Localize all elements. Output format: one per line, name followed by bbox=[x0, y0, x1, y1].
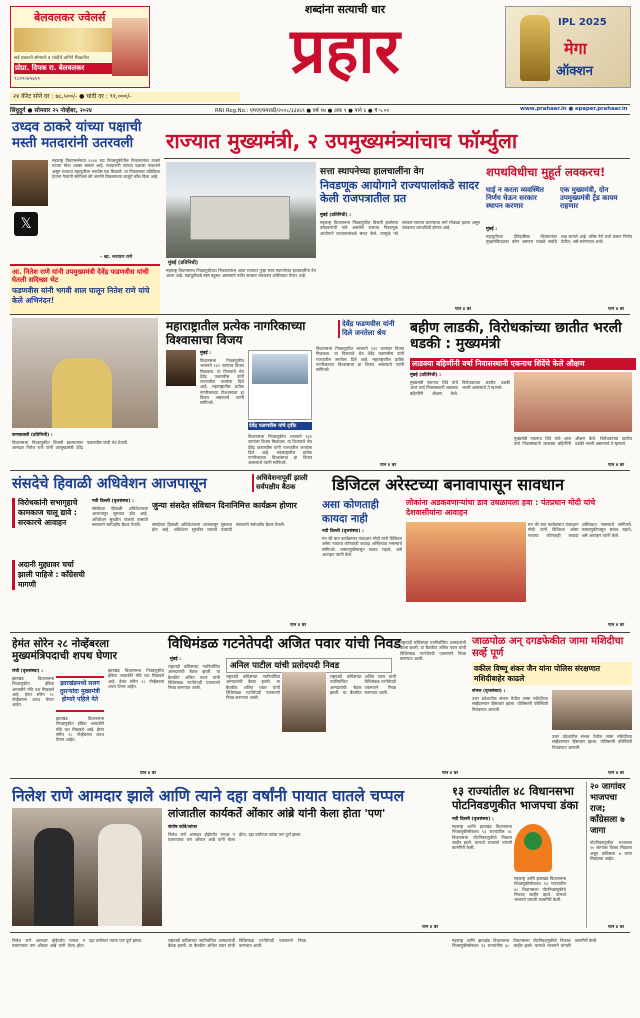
hemant-dateline: रांची (वृत्तसंस्था) : bbox=[12, 669, 44, 674]
ladki-dateline: मुंबई (प्रतिनिधी) : bbox=[410, 373, 442, 378]
shapath-headline: शपथविधीचा मुहूर्त लवकरच! bbox=[486, 165, 606, 179]
tweet-card bbox=[248, 350, 312, 420]
ladki-body: मुख्यमंत्री एकनाथ शिंदे यांचे आज वर्षा निवासस्थानी लाडक्या बहिणींनी औक्षण केले. विरोधकांच्या छातीत धडकी भरली असल्याचे ते म्हणाले. bbox=[410, 380, 510, 396]
sansad-kicker: अधिवेशनापूर्वी झाली सर्वपक्षीय बैठक bbox=[252, 474, 322, 492]
saffron-shawl bbox=[52, 358, 112, 428]
jalpol-headline: जाळपोळ अन् दगडफेकीत जामा मशिदीचा सर्व्हे पूर्ण bbox=[472, 636, 624, 659]
vishwas-body: विधानसभा निवडणुकीत भाजपने १३२ जागांवर विजय मिळवला. या विजयाचे श्रेय देवेंद्र फडणवीस यांनी राज्यातील जनतेला दिले आहे. महाराष्ट्रातील प्रत्येक नागरिकाच्या विश्वासाचा हा विजय असल्याचे त्यांनी सांगितले. bbox=[200, 358, 244, 406]
potnivad-body-2: महाराष्ट्र आणि झारखंड विधानसभा निवडणुकीसोबतच १३ राज्यांतील ४८ विधानसभा पोटनिवडणुकीचे निकाल जाहीर झाले. यामध्ये भाजपने चांगली कामगिरी केली. bbox=[514, 876, 566, 903]
digital-dateline: नवी दिल्ली (वृत्तसंस्था) : bbox=[322, 529, 364, 534]
vishwas-body-3: विधानसभा निवडणुकीत भाजपने १३२ जागांवर विजय मिळवला. या विजयाचे श्रेय देवेंद्र फडणवीस यांनी राज्यातील जनतेला दिले आहे. महाराष्ट्रातील प्रत्येक नागरिकाच्या विश्वासाचा हा विजय असल्याचे त्यांनी सांगितले. bbox=[316, 346, 404, 373]
ajit-more: पान ४ वर bbox=[442, 771, 459, 776]
thackeray-body: महाराष्ट्र विधानसभेच्या २०२४ च्या निवडणुकीतील निकालांनंतर ठाकरे गटाला मोठा धक्का बसला आहे. मतदारांनी त्यांच्या पक्षाला नाकारले असून राज्यात महायुतीला भरघोस यश मिळाले. या निकालावर प्रतिक्रिया देताना नेत्यांनी सांगितले की जनतेने विकासाच्या बाजूने कौल दिला आहे. bbox=[52, 158, 160, 179]
person-right bbox=[98, 824, 142, 926]
shapath-body: महायुतीच्या ऐतिहासिक विजयानंतर मुख्यमंत्रिपदावर कोण बसणार याकडे सर्वांचे लक्ष लागले आहे. वरिष्ठ नेते चर्चा करून निर्णय घेतील, असे सांगण्यात आले. bbox=[486, 234, 632, 245]
ladki-photo bbox=[514, 372, 632, 432]
ajit-body: राष्ट्रवादी काँग्रेसच्या नवनिर्वाचित आमदारांची बैठक झाली. या बैठकीत अजित पवार यांची विधिमंडळ गटनेतेपदी एकमताने निवड करण्यात आली. bbox=[168, 664, 220, 691]
sansad-more: पान ४ वर bbox=[290, 623, 307, 628]
ladki-more: पान ४ वर bbox=[608, 463, 625, 468]
sansad-bullet1-text: विरोधकांनी सभागृहाचे कामकाज चालू द्यावे : सरकारचे आवाहन bbox=[18, 498, 78, 527]
trophy-icon bbox=[520, 15, 550, 81]
potnivad-dateline: नवी दिल्ली (वृत्तसंस्था) : bbox=[452, 817, 494, 822]
date-line: सिंधुदुर्ग ● सोमवार २५ नोव्हेंबर, २०२४ bbox=[10, 108, 92, 114]
ajit-dateline: मुंबई : bbox=[170, 657, 182, 662]
sattha-dateline: मुंबई (प्रतिनिधी) : bbox=[320, 213, 352, 218]
sattha-headline: निवडणूक आयोगाने राज्यपालांकडे सादर केली राजपत्रातील प्रत bbox=[320, 179, 479, 205]
sansad-dateline: नवी दिल्ली (वृत्तसंस्था) : bbox=[92, 499, 134, 504]
vishwas-quote: देवेंद्र फडणवीस यांनी दिले जनतेला श्रेय bbox=[338, 320, 406, 338]
shapath-more: पान ४ वर bbox=[608, 307, 625, 312]
digital-photo bbox=[406, 522, 526, 602]
thackeray-headline: उध्दव ठाकरे यांच्या पक्षाची मस्ती मतदारांनी उतरवली bbox=[12, 119, 142, 151]
lotus-center bbox=[524, 832, 542, 850]
rates-bar bbox=[10, 92, 240, 102]
ajit-body-4: राष्ट्रवादी काँग्रेसच्या नवनिर्वाचित आमदारांची बैठक झाली. या बैठकीत अजित पवार यांची विधिमंडळ गटनेतेपदी एकमताने निवड करण्यात आली. bbox=[400, 640, 466, 661]
narayan-rane-photo bbox=[12, 160, 48, 206]
bottom-body-1: निलेश राणे आमदार होईपर्यंत चप्पल न घालण्याचा पण ओंकार आंब्रे यांनी केला होता. दहा वर्षांनंतर त्यांचा पण पूर्ण झाला. bbox=[12, 938, 143, 949]
nilesh-dateline: संतोष कोत्रे/लांजा bbox=[168, 825, 198, 830]
nilesh-headline: निलेश राणे आमदार झाले आणि त्याने दहा वर्षांनी पायात घातले चप्पल bbox=[12, 787, 405, 805]
ad-phone: ९८२२०४५६५९ bbox=[14, 76, 41, 82]
sattha-kicker: सत्ता स्थापनेच्या हालचालींना वेग bbox=[320, 167, 424, 177]
tweet-image bbox=[252, 354, 308, 384]
nilesh-body: निलेश राणे आमदार होईपर्यंत चप्पल न घालण्याचा पण ओंकार आंब्रे यांनी केला होता. दहा वर्षांनंतर त्यांचा पण पूर्ण झाला. bbox=[168, 832, 302, 843]
ad-shop-name: बेलवलकर ज्वेलर्स bbox=[34, 11, 106, 24]
section-rule-3 bbox=[10, 632, 630, 633]
congress-box bbox=[586, 782, 632, 928]
ad-model-photo bbox=[112, 18, 148, 76]
hemant-body-3: झारखंड विधानसभा निवडणुकीत इंडिया आघाडीने मोठे यश मिळवले आहे. हेमंत सोरेन २८ नोव्हेंबरला शपथ घेणार आहेत. bbox=[108, 668, 164, 689]
jalpol-body-2: उत्तर प्रदेशातील संभल येथील जामा मशिदीच्या सर्व्हेदरम्यान हिंसाचार झाला. पोलिसांनी परिस्थिती नियंत्रणात आणली. bbox=[552, 734, 632, 750]
potnivad-body: महाराष्ट्र आणि झारखंड विधानसभा निवडणुकीसोबतच १३ राज्यांतील ४८ विधानसभा पोटनिवडणुकीचे निकाल जाहीर झाले. यामध्ये भाजपने चांगली कामगिरी केली. bbox=[452, 824, 512, 851]
thackeray-author: – खा. नारायण राणे bbox=[100, 255, 133, 260]
ladki-sub: लाडक्या बहिणींनी वर्षा निवासस्थानी एकनाथ शिंदेंचे केले औक्षण bbox=[410, 358, 636, 370]
hemant-body: झारखंड विधानसभा निवडणुकीत इंडिया आघाडीने मोठे यश मिळवले आहे. हेमंत सोरेन २८ नोव्हेंबरला शपथ घेणार आहेत. bbox=[12, 676, 54, 708]
rane-caption: कणकवली (प्रतिनिधी) : bbox=[12, 433, 53, 438]
main-rule bbox=[164, 158, 630, 159]
website-line: www.prahaar.in ● epaper.prahaar.in bbox=[520, 106, 628, 112]
fadnavis-photo bbox=[166, 350, 196, 386]
ipl-line2: मेगा bbox=[564, 39, 587, 58]
shapath-sub2: एक मुख्यमंत्री, दोन उपमुख्यमंत्री ट्रेंड कायम राहणार bbox=[560, 186, 618, 211]
potnivad-more: पान ४ वर bbox=[608, 925, 625, 930]
person-left bbox=[34, 828, 74, 926]
masthead-rule bbox=[10, 104, 630, 105]
ajit-sub: अनिल पाटील यांची प्रतोदपदी निवड bbox=[226, 658, 392, 673]
vishwas-headline: महाराष्ट्रातील प्रत्येक नागरिकाच्या विश्वासाचा विजय bbox=[166, 319, 306, 347]
congress-body: पोटनिवडणुकीत भाजपला २० जागांवर विजय मिळाला असून काँग्रेसला ७ जागा मिळाल्या आहेत. bbox=[590, 840, 632, 861]
ladki-body-2: मुख्यमंत्री एकनाथ शिंदे यांचे आज वर्षा निवासस्थानी लाडक्या बहिणींनी औक्षण केले. विरोधकांच्या छातीत धडकी भरली असल्याचे ते म्हणाले. bbox=[514, 436, 632, 447]
sansad-body-2: संसदेच्या हिवाळी अधिवेशनाला आजपासून सुरुवात होत आहे. अधिवेशन सुरळीत चालावे यासाठी सरकारने सर्वपक्षीय बैठक घेतली. bbox=[152, 522, 286, 533]
jalpol-body: उत्तर प्रदेशातील संभल येथील जामा मशिदीच्या सर्व्हेदरम्यान हिंसाचार झाला. पोलिसांनी परिस्थिती नियंत्रणात आणली. bbox=[472, 696, 548, 712]
digital-more: पान ४ वर bbox=[608, 623, 625, 628]
ajit-body-2: राष्ट्रवादी काँग्रेसच्या नवनिर्वाचित आमदारांची बैठक झाली. या बैठकीत अजित पवार यांची विधिमंडळ गटनेतेपदी एकमताने निवड करण्यात आली. bbox=[226, 674, 280, 701]
section-rule-2 bbox=[10, 470, 630, 471]
hemant-box bbox=[56, 676, 104, 712]
ad-ipl bbox=[505, 6, 631, 88]
shapath-sub1: घाई न करता व्यवस्थित निर्णय घेऊन सरकार स्थापन करणार bbox=[486, 186, 544, 211]
ajit-photo bbox=[282, 672, 326, 732]
hemant-box-text: झारखंडमध्ये सलग दुसऱ्यांदा मुख्यमंत्री होणारे पहिले नेते bbox=[60, 680, 100, 703]
ad-note: सर्व प्रकारचे सोन्याचे व चांदीचे दागिने मिळतील bbox=[14, 56, 89, 61]
congress-headline: २० जागांवर भाजपचा राज; काँग्रेसला ७ जागा bbox=[590, 782, 626, 836]
bjp-lotus-icon bbox=[514, 824, 552, 872]
sattha-body: महाराष्ट्र विधानसभा निवडणुकीत विजयी झालेल्या उमेदवारांची नावे असलेले राजपत्र निवडणूक आयोगाने राज्यपालांकडे सादर केले. त्यामुळे नवे सरकार स्थापन करण्याचा मार्ग मोकळा झाला असून लवकरच शपथविधी होणार आहे. bbox=[320, 220, 480, 236]
jalpol-sub: वकील विष्णू शंकर जैन यांना पोलिस संरक्षणात मशिदीबाहेर काढले bbox=[472, 662, 632, 685]
ipl-line3: ऑक्शन bbox=[556, 64, 593, 79]
masthead-rule-2 bbox=[10, 114, 630, 115]
digital-sub: लोकांना अडकवणाऱ्यांचा डाव उधळायला हवा : पंतप्रधान मोदी यांचे देशवासीयांना आवाहन bbox=[406, 498, 596, 517]
nilesh-sub: लांजातील कार्यकर्ते ओंकार आंब्रे यांनी केला होता 'पण' bbox=[168, 807, 386, 820]
ajit-headline: विधिमंडळ गटनेतेपदी अजित पवार यांची निवड bbox=[168, 636, 401, 652]
photo-caption: मुंबई (प्रतिनिधी) bbox=[168, 260, 199, 266]
potnivad-headline: १३ राज्यांतील ४८ विधानसभा पोटनिवडणुकीत भाजपचा डंका bbox=[452, 784, 579, 812]
shapath-dateline: मुंबई : bbox=[486, 227, 498, 232]
building-shape bbox=[190, 196, 290, 240]
rane-headline: आ. नितेश राणे यांनी उपमुख्यमंत्री देवेंद्र फडणवीस यांची घेतली सदिच्छा भेट bbox=[12, 268, 149, 284]
sattha-more: पान ४ वर bbox=[455, 307, 472, 312]
sansad-bullet2 bbox=[12, 560, 88, 590]
hemant-headline: हेमंत सोरेन २८ नोव्हेंबरला मुख्यमंत्रिपदाची शपथ घेणार bbox=[12, 638, 117, 663]
digital-body-2: मन की बात कार्यक्रमात पंतप्रधान मोदी यांनी डिजिटल अरेस्ट नावाचा कोणताही कायदा अस्तित्वात नसल्याचे सांगितले. फसवणुकीपासून सावध राहावे, असे आवाहन त्यांनी केले. bbox=[528, 522, 632, 538]
col2-body: महाराष्ट्र विधानसभा निवडणुकीच्या निकालानंतर आता राज्यात पुन्हा सत्ता स्थापनेच्या हालचालींना वेग आला आहे. महायुतीकडे स्पष्ट बहुमत असल्याने नवीन सरकार लवकरच अस्तित्वात येणार आहे. bbox=[166, 268, 316, 279]
jalpol-dateline: संभल (वृत्तसंस्था) : bbox=[472, 689, 506, 694]
sansad-body: संसदेच्या हिवाळी अधिवेशनाला आजपासून सुरुवात होत आहे. अधिवेशन सुरळीत चालावे यासाठी सरकारने सर्वपक्षीय बैठक घेतली. bbox=[92, 506, 148, 527]
sansad-bullet1 bbox=[12, 498, 88, 528]
vishwas-body-2: विधानसभा निवडणुकीत भाजपने १३२ जागांवर विजय मिळवला. या विजयाचे श्रेय देवेंद्र फडणवीस यांनी राज्यातील जनतेला दिले आहे. महाराष्ट्रातील प्रत्येक नागरिकाच्या विश्वासाचा हा विजय असल्याचे त्यांनी सांगितले. bbox=[248, 434, 312, 466]
ladki-headline: बहीण लाडकी, विरोधकांच्या छातीत भरली धडकी : मुख्यमंत्री bbox=[410, 320, 622, 353]
mantralaya-photo bbox=[166, 162, 316, 258]
sansad-bullet2-text: अदानी मुद्द्यावर चर्चा झाली पाहिजे : काँग्रेसची मागणी bbox=[18, 560, 85, 589]
rni-line: RNI Reg.No.: एमएएचमराठी/२००८/३३४६९ ● वर्ष १७ ● अंक ९ ● पाने ६ ● ₹ ५.०० bbox=[215, 108, 390, 114]
nilesh-more: पान ४ वर bbox=[422, 925, 439, 930]
tweet-title: देवेंद्र फडणवीस यांचे ट्वीट bbox=[248, 422, 312, 430]
masthead-title: प्रहार bbox=[290, 14, 400, 87]
hemant-more: पान ४ वर bbox=[140, 771, 157, 776]
rates-text: २४ कॅरेट सोने दर : ७८,५००/- ● चांदी दर : ९१,०००/- bbox=[13, 93, 132, 100]
x-twitter-icon: 𝕏 bbox=[14, 212, 38, 236]
rane-photo bbox=[12, 318, 158, 428]
ipl-line1: IPL 2025 bbox=[558, 17, 607, 28]
sansad-sub: जुन्या संसदेत संविधान दिनानिमित्त कार्यक्रम होणार bbox=[152, 501, 297, 510]
bottom-body-3: महाराष्ट्र आणि झारखंड विधानसभा निवडणुकीसोबतच १३ राज्यांतील ४८ विधानसभा पोटनिवडणुकीचे निकाल जाहीर झाले. यामध्ये भाजपने चांगली कामगिरी केली. bbox=[452, 938, 598, 949]
digital-body: मन की बात कार्यक्रमात पंतप्रधान मोदी यांनी डिजिटल अरेस्ट नावाचा कोणताही कायदा अस्तित्वात नसल्याचे सांगितले. फसवणुकीपासून सावध राहावे, असे आवाहन त्यांनी केले. bbox=[322, 536, 402, 557]
jalpol-photo bbox=[552, 690, 632, 730]
hemant-body-2: झारखंड विधानसभा निवडणुकीत इंडिया आघाडीने मोठे यश मिळवले आहे. हेमंत सोरेन २८ नोव्हेंबरला शपथ घेणार आहेत. bbox=[56, 716, 104, 743]
main-headline: राज्यात मुख्यमंत्री, २ उपमुख्यमंत्र्यांचाच फॉर्म्युला bbox=[166, 129, 518, 153]
vishwas-dateline: मुंबई : bbox=[200, 351, 212, 356]
vishwas-more: पान ४ वर bbox=[380, 463, 397, 468]
nilesh-photo bbox=[12, 808, 162, 926]
section-rule-4 bbox=[10, 778, 630, 779]
sansad-headline: संसदेचे हिवाळी अधिवेशन आजपासून bbox=[12, 476, 207, 492]
section-rule-5 bbox=[10, 932, 630, 933]
ajit-body-3: राष्ट्रवादी काँग्रेसच्या नवनिर्वाचित आमदारांची बैठक झाली. या बैठकीत अजित पवार यांची विधिमंडळ गटनेतेपदी एकमताने निवड करण्यात आली. bbox=[330, 674, 396, 695]
digital-headline: डिजिटल अरेस्टच्या बनावापासून सावधान bbox=[332, 475, 565, 494]
section-rule-1 bbox=[10, 314, 630, 315]
masthead-tagline: शब्दांना सत्याची धार bbox=[304, 3, 386, 16]
digital-kicker: असा कोणताही कायदा नाही bbox=[322, 499, 379, 525]
ad-person: प्रोप्रा. दिपक रा. बेलवलकर bbox=[14, 63, 146, 74]
rane-body: विधानसभा निवडणुकीत विजयी झाल्यानंतर आमदार नितेश राणे यांनी उपमुख्यमंत्री देवेंद्र फडणवीस यांची भेट घेतली. bbox=[12, 440, 129, 451]
jalpol-more: पान ४ वर bbox=[608, 771, 625, 776]
bottom-body-2: राष्ट्रवादी काँग्रेसच्या नवनिर्वाचित आमदारांची बैठक झाली. या बैठकीत अजित पवार यांची विधिमंडळ गटनेतेपदी एकमताने निवड करण्यात आली. bbox=[168, 938, 306, 949]
rane-sub: फडणवीस यांनी भगवी शाल घालून नितेश राणे यांचे केले अभिनंदन! bbox=[12, 286, 150, 305]
